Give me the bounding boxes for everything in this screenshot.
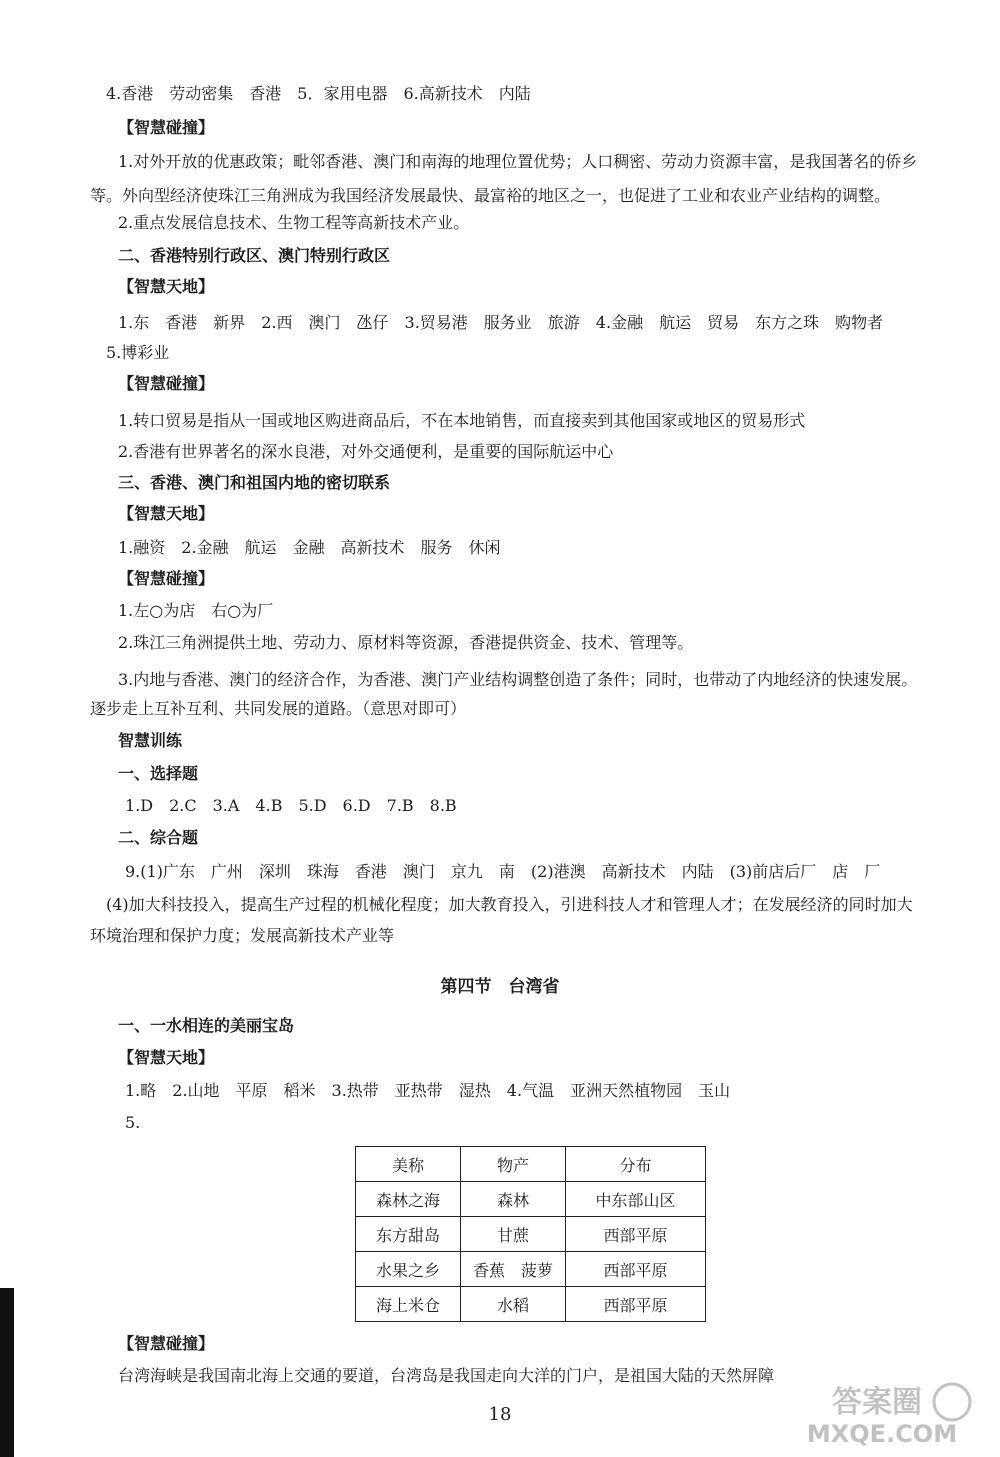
table-row bbox=[356, 1217, 706, 1252]
answer-line: 逐步走上互补互利、共同发展的道路。（意思对即可） bbox=[90, 699, 467, 718]
table-header-cell: 美称 bbox=[356, 1147, 461, 1182]
answer-line: 1.D 2.C 3.A 4.B 5.D 6.D 7.B 8.B bbox=[125, 796, 457, 815]
answer-line: 2.重点发展信息技术、生物工程等高新技术产业。 bbox=[118, 213, 470, 232]
table-row bbox=[356, 1252, 706, 1287]
table-cell: 森林 bbox=[461, 1182, 566, 1217]
table-header-cell: 物产 bbox=[461, 1147, 566, 1182]
answer-line: 2.香港有世界著名的深水良港，对外交通便利，是重要的国际航运中心 bbox=[118, 442, 614, 461]
watermark-logo bbox=[782, 1380, 982, 1450]
table-cell: 水果之乡 bbox=[356, 1252, 461, 1287]
table-row bbox=[356, 1287, 706, 1322]
watermark-icon bbox=[782, 1380, 982, 1450]
answer-line: (4)加大科技投入，提高生产过程的机械化程度；加大教育投入，引进科技人才和管理人才；在发展经济的同时加大 bbox=[106, 895, 913, 914]
table-header-cell: 分布 bbox=[566, 1147, 706, 1182]
table-cell: 海上米仓 bbox=[356, 1287, 461, 1322]
answer-line: 等。外向型经济使珠江三角洲成为我国经济发展最快、最富裕的地区之一，也促进了工业和农业产业结构的调整。 bbox=[90, 186, 891, 205]
answer-line: 4.香港 劳动密集 香港 5．家用电器 6.高新技术 内陆 bbox=[106, 84, 531, 103]
answer-line: 1.左○为店 右○为厂 bbox=[118, 601, 274, 620]
table-row bbox=[356, 1182, 706, 1217]
answer-line: 5. bbox=[125, 1113, 141, 1132]
section-title: 第四节 台湾省 bbox=[440, 977, 560, 997]
answer-line: 1.转口贸易是指从一国或地区购进商品后，不在本地销售，而直接卖到其他国家或地区的贸易形式 bbox=[118, 411, 806, 430]
subsection-heading: 三、香港、澳门和祖国内地的密切联系 bbox=[118, 473, 391, 492]
taiwan-products-table bbox=[355, 1146, 706, 1322]
answer-line: 5.博彩业 bbox=[106, 343, 170, 362]
section-label: 【智慧天地】 bbox=[118, 277, 215, 296]
table-cell: 西部平原 bbox=[566, 1252, 706, 1287]
subsection-heading: 二、香港特别行政区、澳门特别行政区 bbox=[118, 246, 391, 265]
table-cell: 甘蔗 bbox=[461, 1217, 566, 1252]
scan-edge-shadow bbox=[0, 1288, 14, 1457]
answer-line: 1.融资 2.金融 航运 金融 高新技术 服务 休闲 bbox=[118, 538, 501, 557]
answer-line: 2.珠江三角洲提供土地、劳动力、原材料等资源，香港提供资金、技术、管理等。 bbox=[118, 633, 694, 652]
section-label: 【智慧天地】 bbox=[118, 504, 215, 523]
answer-line: 3.内地与香港、澳门的经济合作，为香港、澳门产业结构调整创造了条件；同时，也带动了内地经济的快速发展。 bbox=[118, 670, 918, 689]
subsection-heading: 一、选择题 bbox=[118, 764, 199, 783]
table-cell: 东方甜岛 bbox=[356, 1217, 461, 1252]
table-cell: 香蕉 菠萝 bbox=[461, 1252, 566, 1287]
answer-line: 9.(1)广东 广州 深圳 珠海 香港 澳门 京九 南 (2)港澳 高新技术 内陆 (3)前店后厂 店 厂 bbox=[125, 862, 881, 881]
section-label: 【智慧碰撞】 bbox=[118, 569, 215, 588]
answer-line: 1.对外开放的优惠政策；毗邻香港、澳门和南海的地理位置优势；人口稠密、劳动力资源丰富，是我国著名的侨乡 bbox=[118, 152, 918, 171]
subsection-heading: 智慧训练 bbox=[118, 731, 183, 750]
section-label: 【智慧碰撞】 bbox=[118, 1334, 215, 1353]
table-cell: 西部平原 bbox=[566, 1287, 706, 1322]
section-label: 【智慧碰撞】 bbox=[118, 118, 215, 137]
answer-line: 台湾海峡是我国南北海上交通的要道，台湾岛是我国走向大洋的门户，是祖国大陆的天然屏障 bbox=[118, 1366, 775, 1385]
answer-line: 1.略 2.山地 平原 稻米 3.热带 亚热带 湿热 4.气温 亚洲天然植物园 玉山 bbox=[125, 1081, 731, 1100]
svg-text:MXQE.COM: MXQE.COM bbox=[806, 1420, 958, 1448]
section-label: 【智慧天地】 bbox=[118, 1048, 215, 1067]
section-label: 【智慧碰撞】 bbox=[118, 374, 215, 393]
subsection-heading: 一、一水相连的美丽宝岛 bbox=[118, 1016, 295, 1035]
answer-line: 环境治理和保护力度；发展高新技术产业等 bbox=[90, 926, 395, 945]
table-cell: 中东部山区 bbox=[566, 1182, 706, 1217]
page-number: 18 bbox=[488, 1404, 512, 1425]
subsection-heading: 二、综合题 bbox=[118, 828, 199, 847]
table-cell: 森林之海 bbox=[356, 1182, 461, 1217]
table-header-row bbox=[356, 1147, 706, 1182]
svg-text:答案圈: 答案圈 bbox=[832, 1385, 922, 1420]
table-cell: 水稻 bbox=[461, 1287, 566, 1322]
answer-line: 1.东 香港 新界 2.西 澳门 氹仔 3.贸易港 服务业 旅游 4.金融 航运 贸易 东方之珠 购物者 bbox=[118, 313, 884, 332]
table-cell: 西部平原 bbox=[566, 1217, 706, 1252]
